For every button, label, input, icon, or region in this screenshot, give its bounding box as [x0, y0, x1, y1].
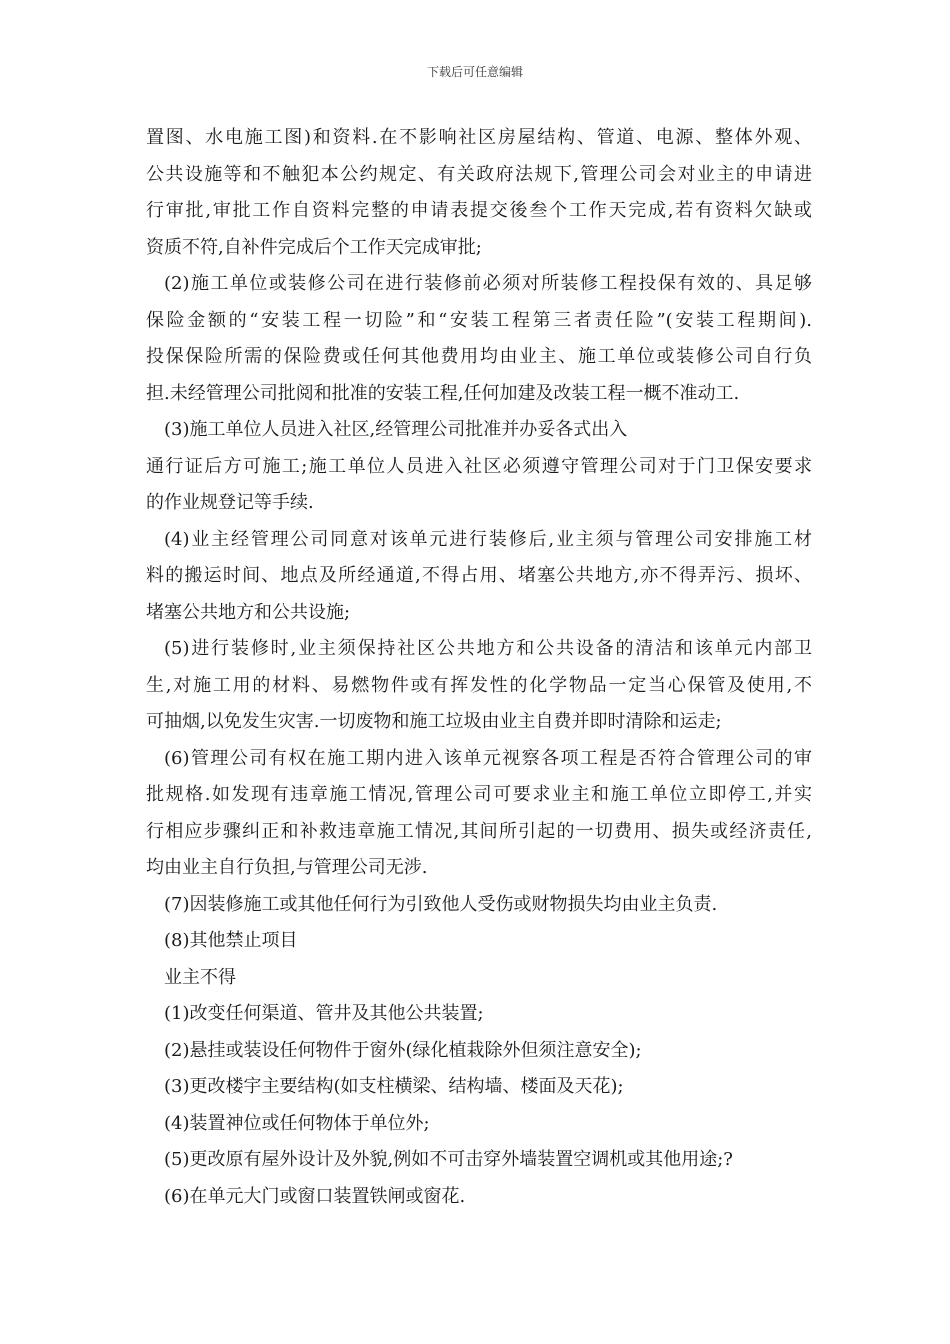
text-line: 业主不得 — [164, 966, 236, 988]
text-line: 通行证后方可施工;施工单位人员进入社区必须遵守管理公司对于门卫保安要求 — [146, 455, 812, 477]
text-line: 置图、水电施工图)和资料.在不影响社区房屋结构、管道、电源、整体外观、 — [146, 127, 812, 148]
page-header: 下载后可任意编辑 — [426, 65, 523, 79]
text-line: (5)更改原有屋外设计及外貌,例如不可击穿外墙装置空调机或其他用途;? — [164, 1149, 733, 1170]
text-line: (4)业主经管理公司同意对该单元进行装修后,业主须与管理公司安排施工材 — [164, 528, 812, 550]
text-line: (3)更改楼宇主要结构(如支柱横梁、结构墙、楼面及天花); — [164, 1076, 624, 1097]
text-line: (6)管理公司有权在施工期内进入该单元视察各项工程是否符合管理公司的审 — [164, 747, 812, 769]
text-line: (1)改变任何渠道、管井及其他公共装置; — [164, 1003, 484, 1024]
text-line: 堵塞公共地方和公共设施; — [146, 601, 351, 623]
text-line: (7)因装修施工或其他任何行为引致他人受伤或财物损失均由业主负责. — [164, 893, 718, 915]
text-line: (2)悬挂或装设任何物件于窗外(绿化植栽除外但须注意安全); — [164, 1039, 642, 1061]
text-line: (8)其他禁止项目 — [164, 930, 298, 951]
text-line: 均由业主自行负担,与管理公司无涉. — [146, 857, 428, 878]
text-line: 生,对施工用的材料、易燃物件或有挥发性的化学物品一定当心保管及使用,不 — [146, 674, 812, 696]
text-line: (3)施工单位人员进入社区,经管理公司批准并办妥各式出入 — [164, 419, 628, 440]
text-line: 的作业规登记等手续. — [146, 492, 314, 513]
text-line: 担.未经管理公司批阅和批准的安装工程,任何加建及改装工程一概不准动工. — [146, 382, 740, 404]
text-line: 投保保险所需的保险费或任何其他费用均由业主、施工单位或装修公司自行负 — [146, 346, 812, 367]
text-line: 公共设施等和不触犯本公约规定、有关政府法规下,管理公司会对业主的申请进 — [146, 163, 812, 185]
text-line: 批规格.如发现有违章施工情况,管理公司可要求业主和施工单位立即停工,并实 — [146, 784, 812, 805]
document-body — [146, 120, 812, 1215]
text-line: 资质不符,自补件完成后个工作天完成审批; — [146, 236, 482, 258]
text-line: 料的搬运时间、地点及所经通道,不得占用、堵塞公共地方,亦不得弄污、损坏、 — [146, 565, 812, 586]
text-line: 保险金额的“安装工程一切险”和“安装工程第三者责任险”(安装工程期间). — [146, 309, 812, 331]
text-line: (4)装置神位或任何物体于单位外; — [164, 1112, 430, 1134]
text-line: 行审批,审批工作自资料完整的申请表提交後叁个工作天完成,若有资料欠缺或 — [146, 200, 812, 221]
text-line: 行相应步骤纠正和补救违章施工情况,其间所引起的一切费用、损失或经济责任, — [146, 820, 812, 842]
text-line: (6)在单元大门或窗口装置铁闸或窗花. — [164, 1185, 466, 1207]
text-line: (2)施工单位或装修公司在进行装修前必须对所装修工程投保有效的、具足够 — [164, 273, 812, 294]
text-line: (5)进行装修时,业主须保持社区公共地方和公共设备的清洁和该单元内部卫 — [164, 638, 812, 659]
text-line: 可抽烟,以免发生灾害.一切废物和施工垃圾由业主自费并即时清除和运走; — [146, 711, 722, 732]
